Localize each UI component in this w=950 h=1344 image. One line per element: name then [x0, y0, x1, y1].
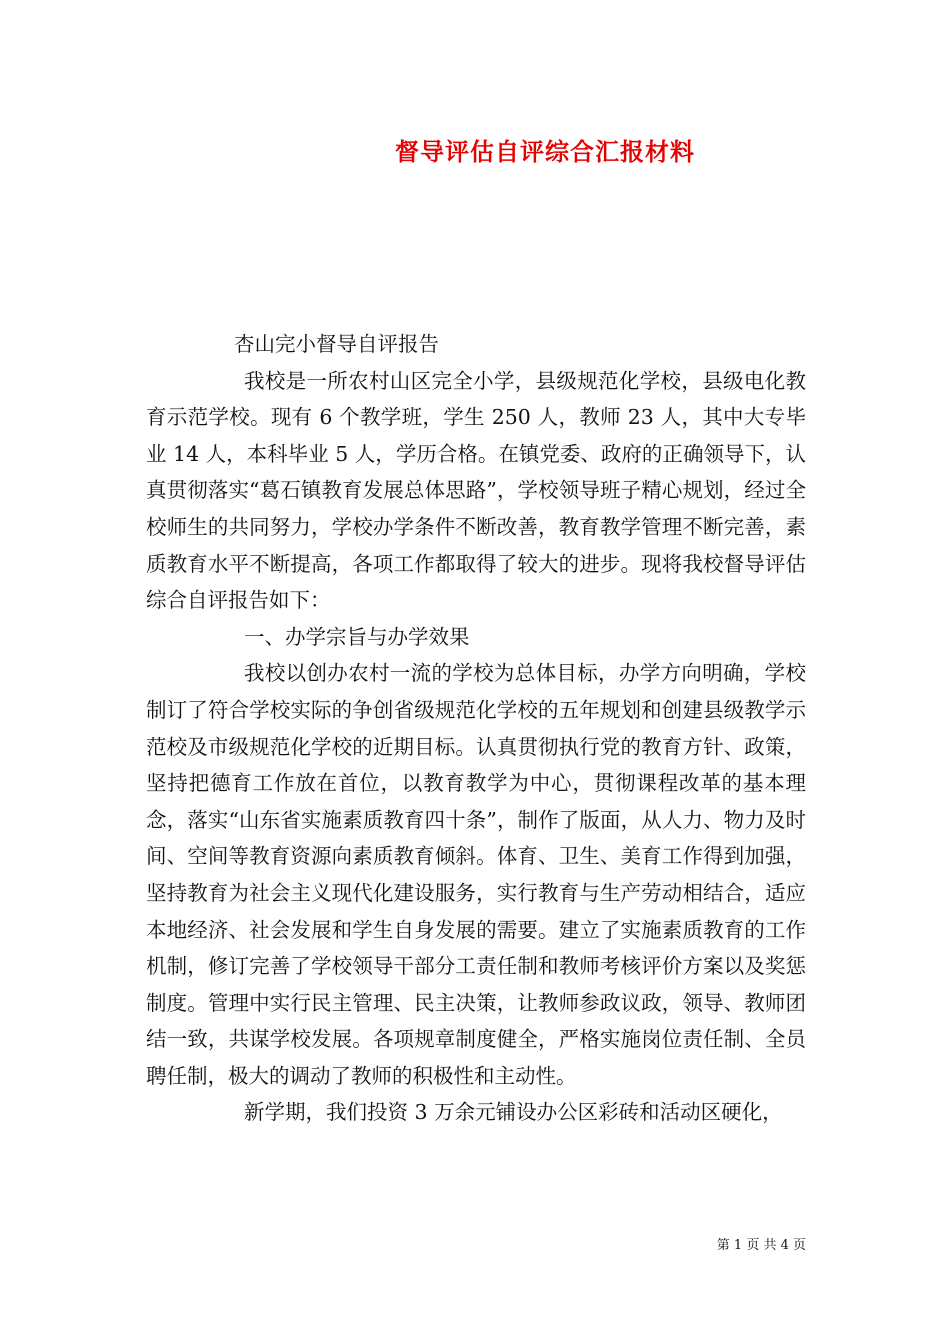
continuation-paragraph: 新学期，我们投资 3 万余元铺设办公区彩砖和活动区硬化，: [244, 1100, 783, 1125]
document-body: [146, 326, 806, 1131]
document-title: 督导评估自评综合汇报材料: [395, 137, 695, 166]
report-subtitle: 杏山完小督导自评报告: [234, 332, 439, 356]
section-1-heading: 一、办学宗旨与办学效果: [244, 624, 470, 649]
section-1-paragraph: 我校以创办农村一流的学校为总体目标，办学方向明确，学校制订了符合学校实际的争创省级规范化学校的五年规划和创建县级教学示范校及市级规范化学校的近期目标。认真贯彻执行党的教育方针、政策，坚持把德育工作放在首位，以教育教学为中心，贯彻课程改革的基本理念，落实“山东省实施素质教育四十条”，制作了版面，从人力、物力及时间、空间等教育资源向素质教育倾斜。体育、卫生、美育工作得到加强，坚持教育为社会主义现代化建设服务，实行教育与生产劳动相结合，适应本地经济、社会发展和学生自身发展的需要。建立了实施素质教育的工作机制，修订完善了学校领导干部分工责任制和教师考核评价方案以及奖惩制度。管理中实行民主管理、民主决策，让教师参政议政，领导、教师团结一致，共谋学校发展。各项规章制度健全，严格实施岗位责任制、全员聘任制，极大的调动了教师的积极性和主动性。: [146, 661, 806, 1088]
page-number-footer: 第 1 页 共 4 页: [716, 1238, 806, 1253]
intro-paragraph: 我校是一所农村山区完全小学，县级规范化学校，县级电化教育示范学校。现有 6 个教学班，学生 250 人，教师 23 人，其中大专毕业 14 人，本科毕业 5 人，学历合格。在镇党委、政府的正确领导下，认真贯彻落实“葛石镇教育发展总体思路”，学校领导班子精心规划，经过全校师生的共同努力，学校办学条件不断改善，教育教学管理不断完善，素质教育水平不断提高，各项工作都取得了较大的进步。现将我校督导评估综合自评报告如下：: [146, 368, 806, 613]
